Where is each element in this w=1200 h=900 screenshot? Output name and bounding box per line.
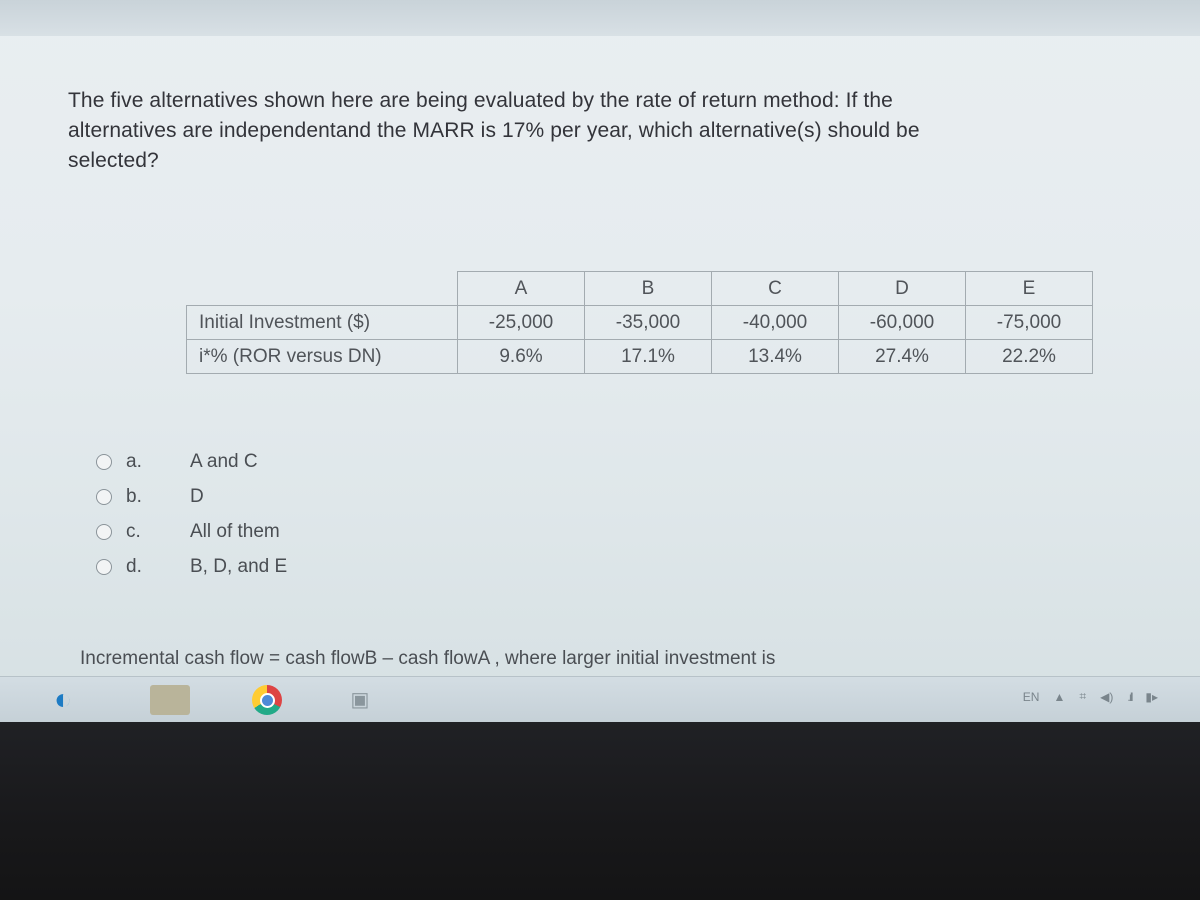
alternatives-table [186, 271, 1093, 374]
table-cell: 13.4% [712, 340, 839, 374]
chrome-icon[interactable] [252, 685, 282, 715]
option-letter: a. [126, 450, 142, 472]
signal-icon[interactable]: .ıll [1127, 689, 1132, 704]
table-cell: -60,000 [839, 306, 966, 340]
column-header: B [585, 272, 712, 306]
column-header: C [712, 272, 839, 306]
option-text: B, D, and E [190, 555, 288, 577]
table-cell: -40,000 [712, 306, 839, 340]
window-top-strip [0, 0, 1200, 36]
answer-option-b[interactable] [96, 479, 287, 514]
option-text: D [190, 485, 204, 507]
language-indicator[interactable]: EN [1022, 689, 1040, 704]
question-line: The five alternatives shown here are being evaluated by the rate of return method: If the [68, 89, 893, 112]
radio-button[interactable] [96, 454, 112, 470]
chrome-center-icon [260, 693, 275, 708]
chevron-up-icon[interactable]: ▲ [1053, 689, 1066, 704]
radio-button[interactable] [96, 559, 112, 575]
table-row [187, 340, 1093, 374]
option-letter: c. [126, 520, 141, 542]
radio-button[interactable] [96, 524, 112, 540]
table-cell: 17.1% [585, 340, 712, 374]
app-icon[interactable]: ▣ [350, 689, 370, 711]
table-cell: -25,000 [458, 306, 585, 340]
option-letter: d. [126, 555, 142, 577]
monitor-bezel [0, 722, 1200, 900]
battery-icon[interactable]: ▮▸ [1145, 689, 1158, 704]
column-header: D [839, 272, 966, 306]
question-text [68, 86, 1178, 176]
table-cell: -75,000 [966, 306, 1093, 340]
table-row [187, 306, 1093, 340]
table-cell: -35,000 [585, 306, 712, 340]
table-header-row [187, 272, 1093, 306]
column-header: E [966, 272, 1093, 306]
system-tray [1023, 689, 1158, 704]
answer-option-c[interactable] [96, 514, 287, 549]
incremental-note: Incremental cash flow = cash flowB – cash flowA , where larger initial investment is [80, 648, 776, 669]
edge-icon[interactable]: ◐ [53, 683, 73, 716]
answer-option-d[interactable] [96, 549, 287, 584]
option-text: All of them [190, 520, 280, 542]
row-label: i*% (ROR versus DN) [187, 340, 458, 374]
table-cell: 27.4% [839, 340, 966, 374]
row-label: Initial Investment ($) [187, 306, 458, 340]
answer-options [96, 444, 287, 584]
option-text: A and C [190, 450, 258, 472]
column-header: A [458, 272, 585, 306]
option-letter: b. [126, 485, 142, 507]
table-corner-cell [187, 272, 458, 306]
answer-option-a[interactable] [96, 444, 287, 479]
file-explorer-icon[interactable] [150, 685, 190, 715]
radio-button[interactable] [96, 489, 112, 505]
question-line: alternatives are independentand the MARR is 17% per year, which alternative(s) should be [68, 119, 920, 142]
table-cell: 22.2% [966, 340, 1093, 374]
taskbar [0, 676, 1200, 722]
volume-icon[interactable]: ◀) [1100, 689, 1114, 704]
question-line: selected? [68, 149, 159, 172]
network-icon[interactable]: ⌗ [1079, 689, 1087, 703]
table-cell: 9.6% [458, 340, 585, 374]
